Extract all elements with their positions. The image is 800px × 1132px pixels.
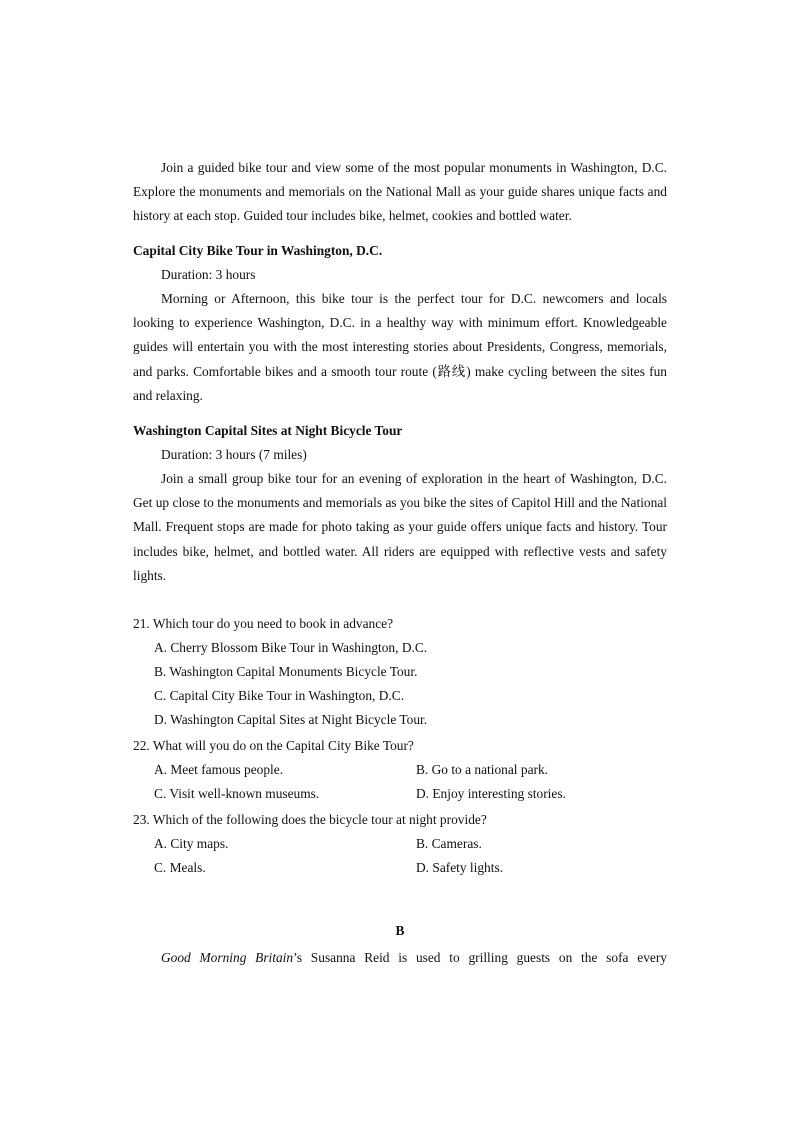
capital-city-tour-duration: Duration: 3 hours bbox=[161, 267, 256, 282]
question-23-stem: 23. Which of the following does the bicycle tour at night provide? bbox=[133, 812, 487, 827]
night-tour-duration: Duration: 3 hours (7 miles) bbox=[161, 447, 307, 462]
capital-city-tour-section bbox=[133, 241, 667, 408]
intro-line-1: Join a guided bike tour and view some of the most popular monuments in Washington, bbox=[161, 160, 638, 175]
night-tour-title: Washington Capital Sites at Night Bicycle Tour bbox=[133, 423, 403, 438]
question-22-option-b: B. Go to a national park. bbox=[416, 762, 549, 777]
capital-city-tour-description: Morning or Afternoon, this bike tour is the perfect tour for D.C. newcomers and locals looking to experience Washington, D.C. in a healthy way with minimum effort. Knowledgeable guides will entertain you with the most interesting stories about Presidents, Congress, memorials, and parks. Comfortable bikes and a smooth tour route (路线) make cycling between the sites fun and relaxing. bbox=[133, 291, 667, 403]
question-23-option-c: C. Meals. bbox=[154, 860, 206, 875]
questions-block bbox=[133, 612, 667, 880]
question-21-option-b: B. Washington Capital Monuments Bicycle Tour. bbox=[154, 664, 418, 679]
question-23-option-b: B. Cameras. bbox=[416, 836, 482, 851]
question-23-option-d: D. Safety lights. bbox=[416, 860, 504, 875]
question-21 bbox=[133, 612, 667, 732]
night-tour-section bbox=[133, 421, 667, 588]
question-22-option-d: D. Enjoy interesting stories. bbox=[416, 786, 566, 801]
intro-line-2: D.C. Explore the monuments and memorials on the National Mall as your guide shares unique bbox=[133, 160, 667, 200]
question-21-option-a: A. Cherry Blossom Bike Tour in Washington, D.C. bbox=[154, 640, 428, 655]
question-22-option-c: C. Visit well-known museums. bbox=[154, 786, 320, 801]
section-b-first-line: Good Morning Britain’s Susanna Reid is used to grilling guests on the sofa every bbox=[161, 950, 667, 965]
section-b-heading: B bbox=[395, 923, 405, 938]
question-22-option-a: A. Meet famous people. bbox=[154, 762, 284, 777]
show-title: Good Morning Britain bbox=[161, 950, 294, 965]
intro-line-3: facts and history at each stop. Guided tour includes bike, helmet, cookies and bottled water. bbox=[133, 184, 667, 224]
question-22-stem: 22. What will you do on the Capital City Bike Tour? bbox=[133, 738, 414, 753]
intro-paragraph bbox=[133, 156, 667, 229]
question-23-option-a: A. City maps. bbox=[154, 836, 229, 851]
question-21-stem: 21. Which tour do you need to book in advance? bbox=[133, 616, 394, 631]
section-b bbox=[133, 921, 667, 970]
night-tour-description: Join a small group bike tour for an evening of exploration in the heart of Washington, D.C. Get up close to the monuments and memorials as you bike the sites of Capitol Hill and the National Mall. Frequent stops are made for photo taking as your guide offers unique facts and history. Tour includes bike, helmet, and bottled water. All riders are equipped with reflective vests and safety lights. bbox=[133, 471, 667, 583]
question-22 bbox=[133, 734, 667, 806]
capital-city-tour-title: Capital City Bike Tour in Washington, D.C. bbox=[133, 243, 383, 258]
question-21-option-c: C. Capital City Bike Tour in Washington, D.C. bbox=[154, 688, 405, 703]
question-23 bbox=[133, 808, 667, 880]
question-21-option-d: D. Washington Capital Sites at Night Bicycle Tour. bbox=[154, 712, 428, 727]
